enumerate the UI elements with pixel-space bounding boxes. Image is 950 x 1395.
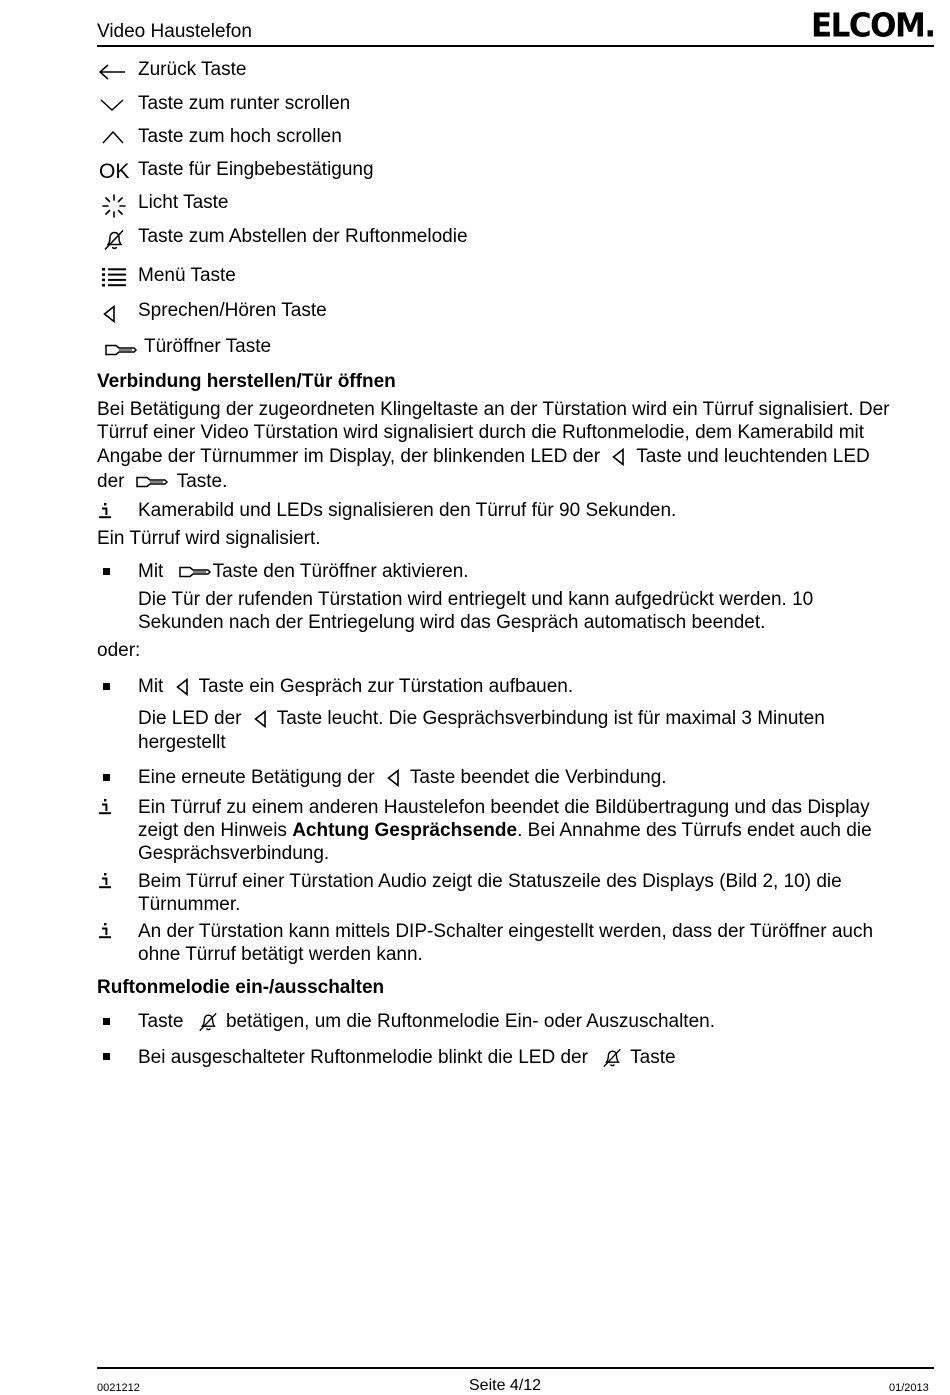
step-open-door-post: Taste den Türöffner aktivieren. <box>212 561 469 582</box>
info-other-phone-2-bold: Achtung Gesprächsende <box>292 820 518 841</box>
legend-label-scroll-down: Taste zum runter scrollen <box>138 93 351 114</box>
info-other-phone-1: Ein Türruf zu einem anderen Haustelefon beendet die Bildübertragung und das Display <box>138 797 870 818</box>
key-icon <box>105 343 137 357</box>
speaker-icon <box>102 305 116 323</box>
step-toggle-pre: Taste <box>138 1011 184 1032</box>
chevron-down-icon <box>99 97 125 113</box>
bullet <box>103 1018 110 1025</box>
menu-icon <box>101 267 127 287</box>
step-blink-pre: Bei ausgeschalteter Ruftonmelodie blinkt die LED der <box>138 1047 588 1068</box>
info-icon <box>98 922 112 940</box>
info-audio-2: Türnummer. <box>138 894 241 915</box>
page-title: Video Haustelefon <box>97 21 252 42</box>
legend-label-ok: Taste für Eingbebestätigung <box>138 159 374 180</box>
intro-line-3-text-b: Taste und leuchtenden LED <box>636 446 870 467</box>
intro-line-4 <box>97 470 227 493</box>
legend-label-door-opener: Türöffner Taste <box>144 336 272 357</box>
elcom-logo: ELCOM. <box>811 7 935 45</box>
light-icon <box>101 193 127 219</box>
page-number: Seite 4/12 <box>469 1377 542 1394</box>
info-dip-1: An der Türstation kann mittels DIP-Schalter eingestellt werden, dass der Türöffner auch <box>138 921 874 942</box>
info-90-seconds: Kamerabild und LEDs signalisieren den Türruf für 90 Sekunden. <box>138 500 677 521</box>
step-end <box>138 766 667 789</box>
step-talk-post: Taste ein Gespräch zur Türstation aufbauen. <box>198 676 574 697</box>
info-icon <box>98 872 112 890</box>
step-end-post: Taste beendet die Verbindung. <box>409 767 667 788</box>
step-open-result-2: Sekunden nach der Entriegelung wird das Gespräch automatisch beendet. <box>138 612 766 633</box>
legend-label-light: Licht Taste <box>138 192 229 213</box>
bell-off-icon <box>197 1011 219 1033</box>
intro-line-4-text-b: Taste. <box>176 471 228 492</box>
signal-text: Ein Türruf wird signalisiert. <box>97 528 321 549</box>
key-icon <box>179 565 211 579</box>
bell-off-icon <box>601 1047 623 1069</box>
or-text: oder: <box>97 640 141 661</box>
document-date: 01/2013 <box>889 1382 929 1394</box>
step-talk-pre: Mit <box>138 676 164 697</box>
intro-line-1: Bei Betätigung der zugeordneten Klingeltaste an der Türstation wird ein Türruf signalisiert. Der <box>97 399 890 420</box>
chevron-up-icon <box>101 128 125 146</box>
info-icon <box>98 798 112 816</box>
intro-line-4-text-a: der <box>97 471 125 492</box>
bullet <box>103 1053 110 1060</box>
footer-rule <box>97 1367 934 1369</box>
intro-line-2: Türruf einer Video Türstation wird signalisiert durch die Ruftonmelodie, dem Kamerabild mit <box>97 422 865 443</box>
legend-label-menu: Menü Taste <box>138 265 236 286</box>
info-other-phone-3: Gesprächsverbindung. <box>138 843 330 864</box>
info-icon <box>98 502 112 520</box>
intro-line-3-text-a: Angabe der Türnummer im Display, der blinkenden LED der <box>97 446 601 467</box>
speaker-icon <box>386 769 400 787</box>
step-talk-result-1 <box>138 707 825 730</box>
legend-label-scroll-up: Taste zum hoch scrollen <box>138 126 342 147</box>
arrow-left-icon <box>98 63 126 81</box>
document-number: 0021212 <box>97 1382 140 1394</box>
header-rule <box>97 45 934 47</box>
legend-label-talk: Sprechen/Hören Taste <box>138 300 327 321</box>
step-talk <box>138 675 573 698</box>
step-talk-result-2: hergestellt <box>138 732 226 753</box>
step-open-result-1: Die Tür der rufenden Türstation wird entriegelt und kann aufgedrückt werden. 10 <box>138 589 814 610</box>
section-heading-ringtone: Ruftonmelodie ein-/ausschalten <box>97 977 385 998</box>
info-other-phone-2-post: . Bei Annahme des Türrufs endet auch die <box>517 820 872 841</box>
step-open-door-pre: Mit <box>138 561 164 582</box>
bullet <box>103 683 110 690</box>
info-audio-1: Beim Türruf einer Türstation Audio zeigt die Statuszeile des Displays (Bild 2, 10) die <box>138 871 842 892</box>
step-blink-led <box>138 1046 676 1069</box>
step-toggle-post: betätigen, um die Ruftonmelodie Ein- oder Auszuschalten. <box>225 1011 716 1032</box>
speaker-icon <box>175 678 189 696</box>
key-icon <box>136 475 168 489</box>
info-other-phone-2 <box>138 819 872 842</box>
step-talk-result-pre: Die LED der <box>138 708 242 729</box>
step-talk-result-post: Taste leucht. Die Gesprächsverbindung ist für maximal 3 Minuten <box>276 708 825 729</box>
step-end-pre: Eine erneute Betätigung der <box>138 767 375 788</box>
speaker-icon <box>611 448 625 466</box>
legend-label-bell-off: Taste zum Abstellen der Ruftonmelodie <box>138 226 468 247</box>
bullet <box>103 774 110 781</box>
step-blink-post: Taste <box>630 1047 676 1068</box>
step-open-door <box>138 560 469 583</box>
ok-icon: OK <box>99 160 130 183</box>
section-heading-connection: Verbindung herstellen/Tür öffnen <box>97 371 396 392</box>
legend-label-back: Zurück Taste <box>138 59 247 80</box>
info-dip-2: ohne Türruf betätigt werden kann. <box>138 944 423 965</box>
step-toggle-ringtone <box>138 1010 715 1033</box>
bullet <box>103 568 110 575</box>
info-other-phone-2-pre: zeigt den Hinweis <box>138 820 287 841</box>
intro-line-3 <box>97 445 870 468</box>
speaker-icon <box>253 710 267 728</box>
bell-off-icon <box>102 228 126 252</box>
